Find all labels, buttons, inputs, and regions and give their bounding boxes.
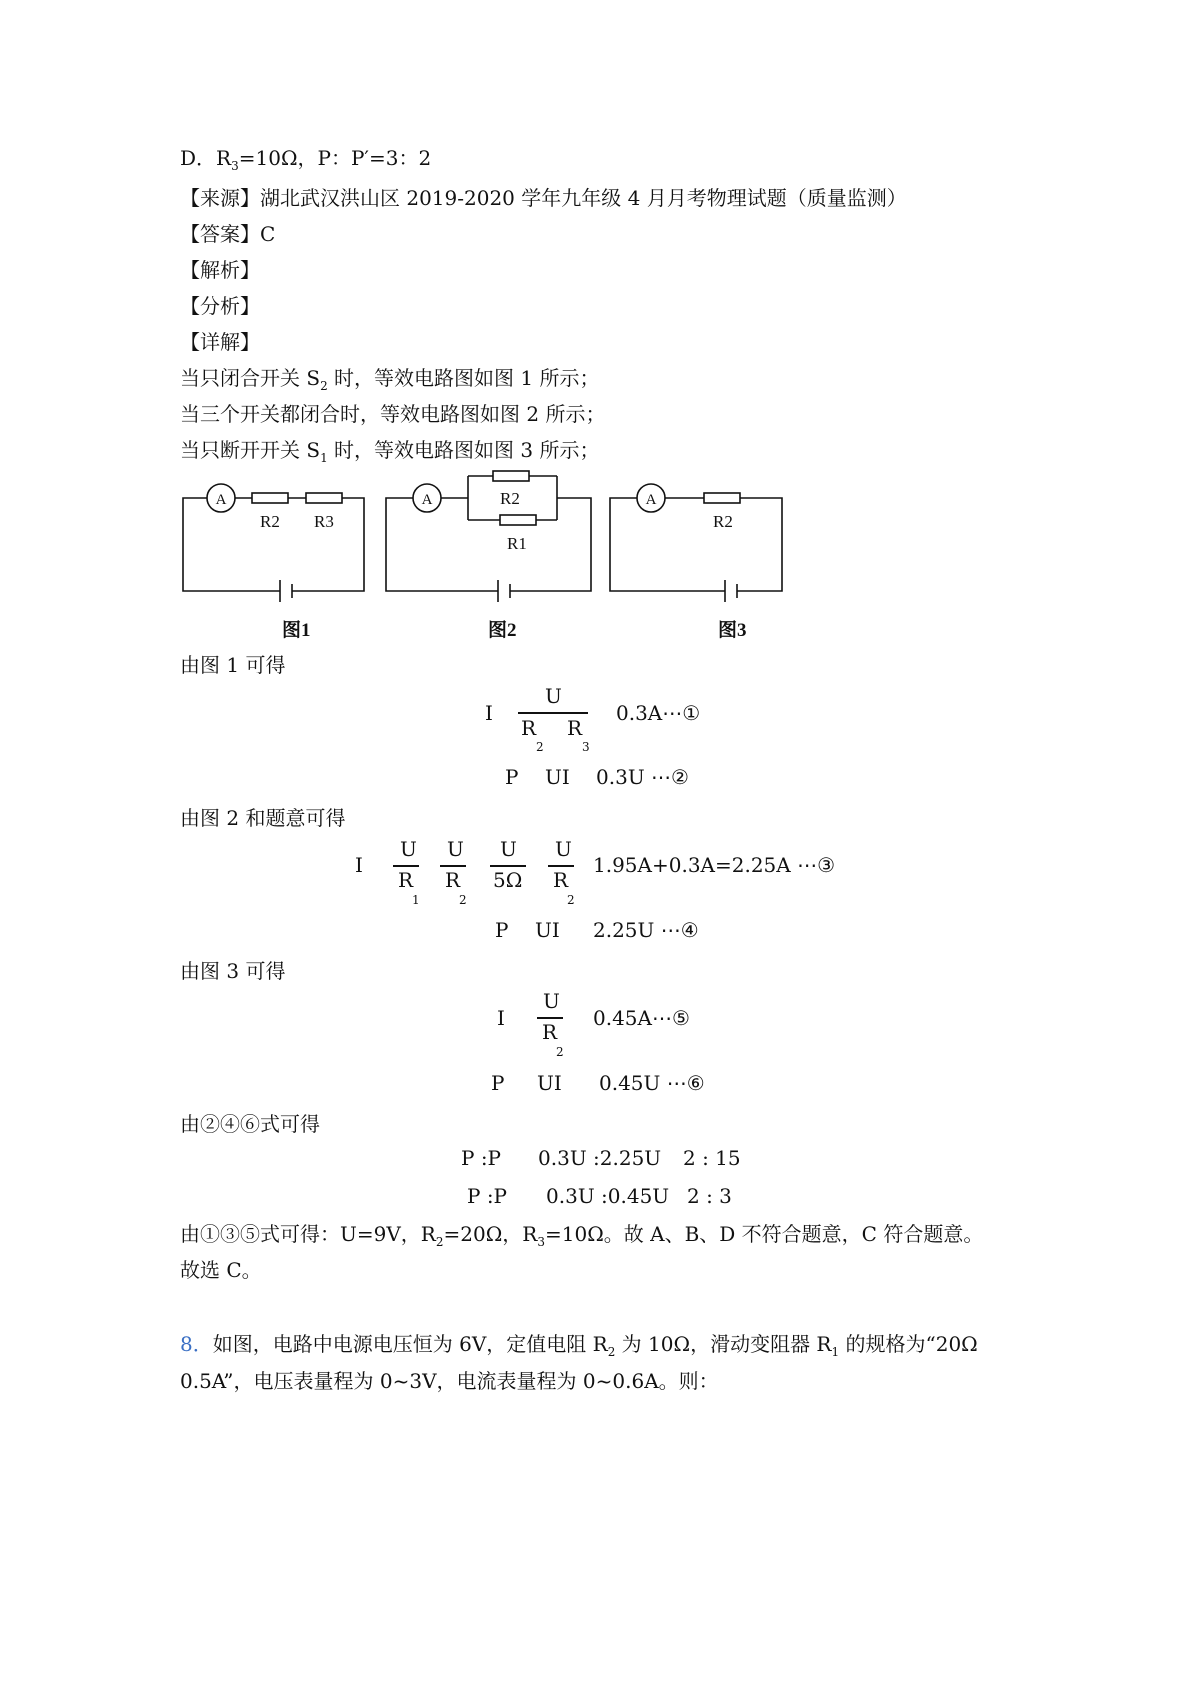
from-fig2: 由图 2 和题意可得 xyxy=(180,806,346,830)
eq1-r2: R xyxy=(521,716,537,740)
fig2-r1-label: R1 xyxy=(507,534,527,553)
case-1: 当只闭合开关 $S_2$ 时，等效电路图如图 1 所示； xyxy=(180,366,600,393)
detail-tag: 【详解】 xyxy=(180,330,260,354)
eq1-r3-sub: 3 xyxy=(582,740,590,754)
ammeter-label-3: A xyxy=(645,492,657,508)
eq3-frac4-num: U xyxy=(555,837,572,861)
figure-2-caption: 图2 xyxy=(488,620,517,641)
eq3-result: 1.95A+0.3A=2.25A ⋯③ xyxy=(593,853,836,877)
ratio1-mid: 0.3U :2.25U xyxy=(538,1146,662,1170)
from-fig3: 由图 3 可得 xyxy=(180,959,286,983)
eq6-p: P xyxy=(491,1071,505,1095)
eq2-ui: UI xyxy=(545,765,570,789)
eq3-frac2-sub: 2 xyxy=(459,893,467,907)
eq4-ui: UI xyxy=(535,918,560,942)
ratio1-result: 2 : 15 xyxy=(683,1146,741,1170)
eq3-i: I xyxy=(355,853,363,877)
eq3-frac1-bar xyxy=(393,865,419,867)
answer-line: 【答案】C xyxy=(180,222,276,246)
question-8-line2: 0.5A”，电压表量程为 0~3V，电流表量程为 0~0.6A。则： xyxy=(180,1369,719,1393)
choose-line: 故选 C。 xyxy=(180,1258,262,1282)
eq4-result: 2.25U ⋯④ xyxy=(593,918,699,942)
fig3-r2-label: R2 xyxy=(713,512,733,531)
figure-3-caption: 图3 xyxy=(718,620,747,641)
eq3-frac4-sub: 2 xyxy=(567,893,575,907)
conclusion-line: 由①③⑤式可得：U=9V，$R_2=20\Omega$，$R_3=10\Omega$。故 A、B、D 不符合题意，C 符合题意。 xyxy=(180,1222,984,1249)
analysis-tag: 【解析】 xyxy=(180,258,260,282)
from-fig1: 由图 1 可得 xyxy=(180,653,286,677)
eq2-result: 0.3U ⋯② xyxy=(596,765,689,789)
case-3: 当只断开开关 $S_1$ 时，等效电路图如图 3 所示； xyxy=(180,438,600,465)
eq1-r3: R xyxy=(567,716,583,740)
eq3-frac1-num: U xyxy=(400,837,417,861)
eq1-i: I xyxy=(485,701,493,725)
figure-1-caption: 图1 xyxy=(282,620,311,641)
fenxi-tag: 【分析】 xyxy=(180,294,260,318)
eq1-r2-sub: 2 xyxy=(536,740,544,754)
fig2-r2-label: R2 xyxy=(500,489,520,508)
eq5-result: 0.45A⋯⑤ xyxy=(593,1006,690,1030)
question-8-number: 8． xyxy=(180,1332,213,1356)
eq3-frac3-bar xyxy=(490,865,526,867)
source-line: 【来源】湖北武汉洪山区 2019-2020 学年九年级 4 月月考物理试题（质量监测） xyxy=(180,186,907,210)
eq1-numerator: U xyxy=(545,684,562,708)
eq5-den: R xyxy=(542,1020,558,1044)
eq5-i: I xyxy=(497,1006,505,1030)
option-d: D．$R_3=10\Omega$，P：P′=3：2 xyxy=(180,146,432,173)
eq2-p: P xyxy=(505,765,519,789)
eq5-den-sub: 2 xyxy=(556,1045,564,1059)
from-246: 由②④⑥式可得 xyxy=(180,1112,320,1136)
eq5-bar xyxy=(537,1017,563,1019)
eq5-num: U xyxy=(543,989,560,1013)
case-2: 当三个开关都闭合时，等效电路图如图 2 所示； xyxy=(180,402,606,426)
eq3-frac4-den: R xyxy=(553,868,569,892)
eq3-frac2-den: R xyxy=(445,868,461,892)
ammeter-label-1: A xyxy=(215,492,227,508)
ammeter-label-2: A xyxy=(421,492,433,508)
circuit-figures xyxy=(0,0,1191,660)
fig1-r3-label: R3 xyxy=(314,512,334,531)
ratio2-lhs: P :P xyxy=(467,1184,508,1208)
eq4-p: P xyxy=(495,918,509,942)
eq3-frac3-num: U xyxy=(500,837,517,861)
eq3-frac2-bar xyxy=(440,865,466,867)
eq3-frac2-num: U xyxy=(447,837,464,861)
eq1-result: 0.3A⋯① xyxy=(616,701,701,725)
eq3-frac1-sub: 1 xyxy=(412,893,420,907)
eq3-frac4-bar xyxy=(548,865,574,867)
ratio2-mid: 0.3U :0.45U xyxy=(546,1184,670,1208)
eq6-result: 0.45U ⋯⑥ xyxy=(599,1071,705,1095)
eq3-frac1-den: R xyxy=(398,868,414,892)
ratio1-lhs: P :P xyxy=(461,1146,502,1170)
eq6-ui: UI xyxy=(537,1071,562,1095)
eq3-frac3-den: 5Ω xyxy=(493,868,523,892)
question-8: 8．如图，电路中电源电压恒为 6V，定值电阻 $R_2$ 为 10Ω，滑动变阻器 $R_1$ 的规格为“20Ω xyxy=(180,1332,978,1359)
eq1-fraction-bar xyxy=(518,712,588,714)
ratio2-result: 2 : 3 xyxy=(687,1184,732,1208)
fig1-r2-label: R2 xyxy=(260,512,280,531)
